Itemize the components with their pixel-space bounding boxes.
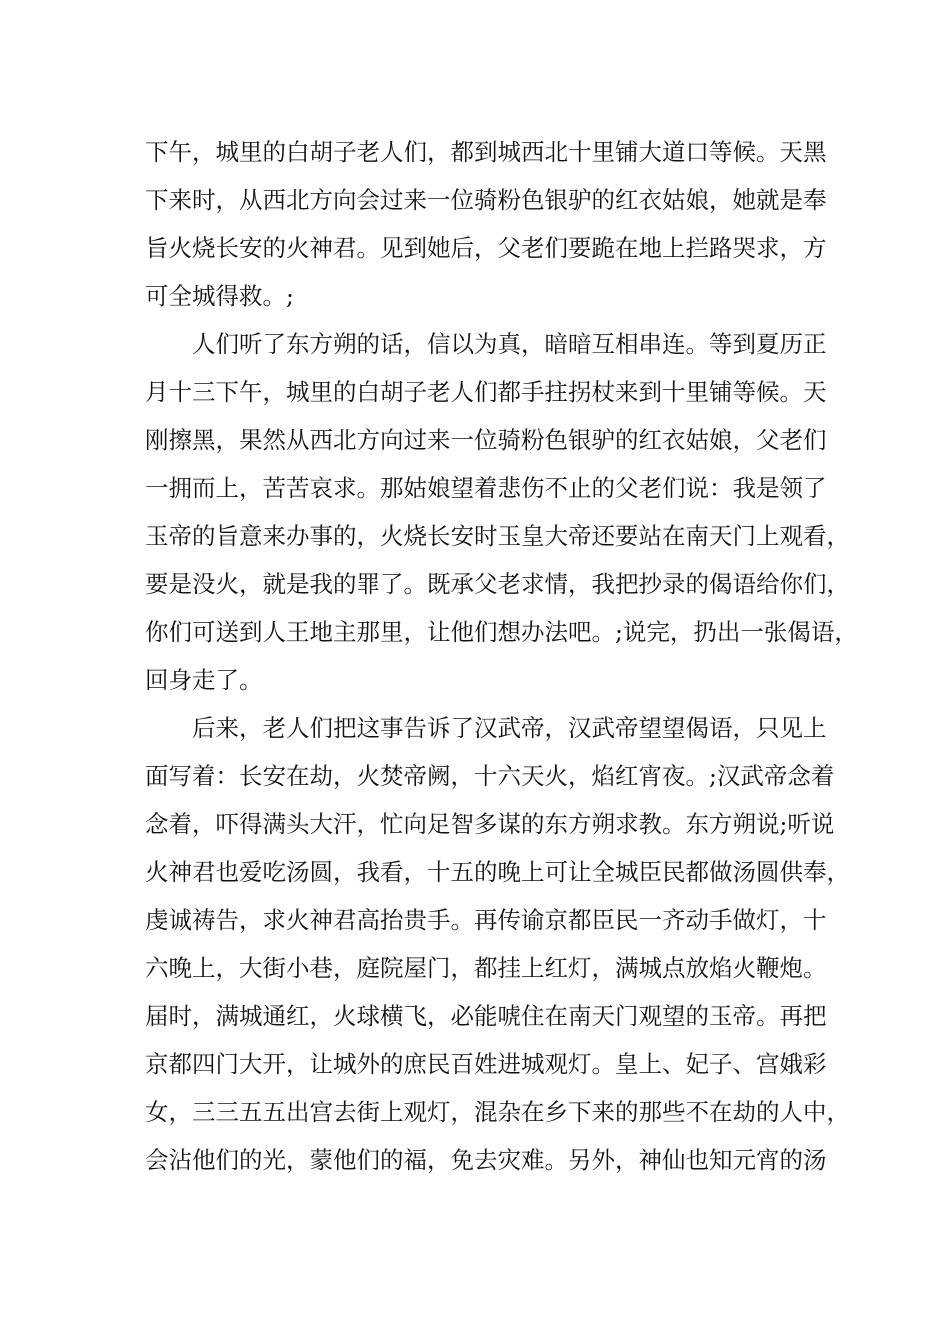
text-line: 会沾他们的光，蒙他们的福，免去灾难。另外，神仙也知元宵的汤 <box>145 1146 827 1174</box>
paragraph-first-line: 后来，老人们把这事告诉了汉武帝，汉武帝望望偈语，只见上 <box>192 714 827 742</box>
text-line: 玉帝的旨意来办事的，火烧长安时玉皇大帝还要站在南天门上观看， <box>145 522 850 550</box>
text-line: 要是没火，就是我的罪了。既承父老求情，我把抄录的偈语给你们， <box>145 570 850 598</box>
document-body <box>145 128 858 1184</box>
text-line: 念着，吓得满头大汗，忙向足智多谋的东方朔求教。东方朔说;听说 <box>145 810 835 838</box>
text-line: 旨火烧长安的火神君。见到她后，父老们要跪在地上拦路哭求，方 <box>145 234 827 262</box>
text-line: 你们可送到人王地主那里，让他们想办法吧。;说完，扔出一张偈语， <box>145 618 858 646</box>
text-line: 面写着：长安在劫，火焚帝阙，十六天火，焰红宵夜。;汉武帝念着 <box>145 762 835 790</box>
text-line: 一拥而上，苦苦哀求。那姑娘望着悲伤不止的父老们说：我是领了 <box>145 474 827 502</box>
text-line: 回身走了。 <box>145 666 263 694</box>
text-line: 下午，城里的白胡子老人们，都到城西北十里铺大道口等候。天黑 <box>145 138 827 166</box>
text-line: 京都四门大开，让城外的庶民百姓进城观灯。皇上、妃子、宫娥彩 <box>145 1050 827 1078</box>
text-line: 六晚上，大街小巷，庭院屋门，都挂上红灯，满城点放焰火鞭炮。 <box>145 954 827 982</box>
text-line: 下来时，从西北方向会过来一位骑粉色银驴的红衣姑娘，她就是奉 <box>145 186 827 214</box>
text-line: 可全城得救。; <box>145 282 294 310</box>
text-line: 届时，满城通红，火球横飞，必能唬住在南天门观望的玉帝。再把 <box>145 1002 827 1030</box>
paragraph-first-line: 人们听了东方朔的话，信以为真，暗暗互相串连。等到夏历正 <box>192 330 827 358</box>
text-line: 火神君也爱吃汤圆，我看，十五的晚上可让全城臣民都做汤圆供奉， <box>145 858 850 886</box>
text-line: 月十三下午，城里的白胡子老人们都手拄拐杖来到十里铺等候。天 <box>145 378 827 406</box>
text-line: 虔诚祷告，求火神君高抬贵手。再传谕京都臣民一齐动手做灯，十 <box>145 906 827 934</box>
text-line: 刚擦黑，果然从西北方向过来一位骑粉色银驴的红衣姑娘，父老们 <box>145 426 827 454</box>
text-line: 女，三三五五出宫去街上观灯，混杂在乡下来的那些不在劫的人中， <box>145 1098 850 1126</box>
